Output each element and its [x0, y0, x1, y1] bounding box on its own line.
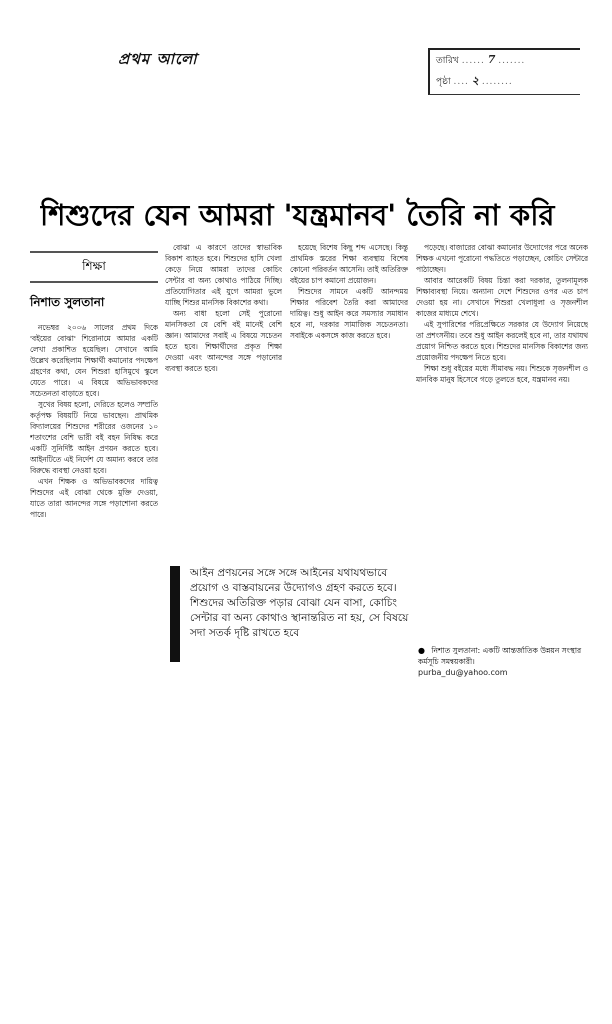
paragraph: পড়েছে। বাজারের বোঝা কমানোর উদ্যোগের পরে অনেক শিক্ষক এখনো পুরোনো পদ্ধতিতে পড়াচ্ছেন, কোচিং সেন্টারে পাঠাচ্ছেন।	[416, 243, 588, 274]
stamp-dots: .......	[498, 56, 526, 66]
date-stamp	[428, 48, 580, 95]
stamp-dots: ........	[481, 77, 513, 87]
stamp-page-value: ২	[471, 74, 479, 87]
paragraph: সুখের বিষয় হলো, দেরিতে হলেও সম্প্রতি কর্তৃপক্ষ বিষয়টি নিয়ে ভাবছেন। প্রাথমিক বিদ্যালয়ের শিশুদের শরীরের ওজনের ১০ শতাংশের বেশি ভারী বই বহন নিষিদ্ধ করে একটি সুনির্দিষ্ট আইন প্রণয়ন করতে হবে। আইনটিতে এই নির্দেশ যে অমান্য করবে তার বিরুদ্ধে ব্যবস্থা নেওয়া হবে।	[30, 400, 158, 475]
section-label-box	[30, 251, 158, 283]
stamp-dots: ....	[453, 77, 469, 87]
author-email[interactable]: purba_du@yahoo.com	[418, 668, 508, 677]
pull-quote-text: আইন প্রণয়নের সঙ্গে সঙ্গে আইনের যথাযথভাবে প্রয়োগ ও বাস্তবায়নের উদ্যোগও গ্রহণ করতে হবে। শিশুদের অতিরিক্ত পড়ার বোঝা যেন বাসা, কোচিং সেন্টার বা অন্য কোথাও স্থানান্তরিত না হয়, সে বিষয়ে সদা সতর্ক দৃষ্টি রাখতে হবে	[190, 567, 409, 639]
author-bio	[418, 645, 590, 678]
stamp-dots: ......	[461, 56, 485, 66]
pull-quote	[170, 566, 410, 678]
stamp-page-row	[436, 74, 513, 89]
paragraph: নভেম্বর ২০০৬ সালের প্রথম দিকে 'বইয়ের বোঝা' শিরোনামে আমার একটি লেখা প্রকাশিত হয়েছিল। সেখানে আমি উল্লেখ করেছিলাম শিক্ষার্থী কমানোর পদক্ষেপ গ্রহণের কথা, যেন শিশুরা হাসিমুখে স্কুলে যেতে পারে। এ বিষয়ে অভিভাবকদের সচেতনতা বাড়াতে হবে।	[30, 323, 158, 398]
paragraph: আবার আরেকটি বিষয় চিন্তা করা দরকার, তুলনামূলক শিক্ষাব্যবস্থা নিয়ে। অন্যান্য দেশে শিশুদের ওপর এত চাপ দেওয়া হয় না। সেখানে শিশুরা খেলাধুলা ও সৃজনশীল কাজের মাধ্যমে শেখে।	[416, 276, 588, 318]
author-bio-text: নিশাত সুলতানা: একটি আন্তর্জাতিক উন্নয়ন সংস্থার কর্মসূচি সমন্বয়কারী।	[418, 646, 582, 666]
paragraph: বোঝা এ কারণে তাদের স্বাভাবিক বিকাশ ব্যাহত হবে। শিশুদের হাসি খেলা কেড়ে নিয়ে আমরা তাদের কোচিং সেন্টার বা অন্য কোথাও পাঠিয়ে দিচ্ছি। প্রতিযোগিতার এই যুগে আমরা ভুলে যাচ্ছি শিশুর মানসিক বিকাশের কথা।	[165, 243, 282, 307]
article-column-4	[416, 242, 588, 616]
paragraph: শিশুদের সামনে একটি আনন্দময় শিক্ষার পরিবেশ তৈরি করা আমাদের দায়িত্ব। শুধু আইন করে সমস্যার সমাধান হবে না, দরকার সামাজিক সচেতনতা। সবাইকে একসঙ্গে কাজ করতে হবে।	[290, 287, 408, 340]
stamp-date-row	[436, 53, 525, 68]
article-column-1	[30, 322, 158, 663]
paragraph: শিক্ষা শুধু বইয়ের মধ্যে সীমাবদ্ধ নয়। শিশুকে সৃজনশীল ও মানবিক মানুষ হিসেবে গড়ে তুলতে হবে, যন্ত্রমানব নয়।	[416, 364, 588, 384]
article-column-2	[165, 242, 282, 550]
bullet-icon: ●	[418, 646, 425, 655]
paragraph: হয়েছে বিশেষ কিছু শব্দ এসেছে। কিন্তু প্রাথমিক স্তরের শিক্ষা ব্যবস্থায় বিশেষ কোনো পরিবর্তন আসেনি। তাই অতিরিক্ত বইয়ের চাপ কমানো প্রয়োজন।	[290, 243, 408, 285]
masthead-logo: প্রথম আলো	[118, 50, 198, 68]
author-byline: নিশাত সুলতানা	[30, 295, 105, 309]
paragraph: এই সুপারিশের পরিপ্রেক্ষিতে সরকার যে উদ্যোগ নিয়েছে তা প্রশংসনীয়। তবে শুধু আইন করলেই হবে না, তার যথাযথ প্রয়োগ নিশ্চিত করতে হবে। শিশুদের মানসিক বিকাশের জন্য প্রয়োজনীয় পদক্ষেপ নিতে হবে।	[416, 320, 588, 362]
stamp-page-label: পৃষ্ঠা	[436, 77, 451, 87]
paragraph: এখন শিক্ষক ও অভিভাবকদের দায়িত্ব শিশুদের এই বোঝা থেকে মুক্তি দেওয়া, যাতে তারা আনন্দের সঙ্গে পড়াশোনা করতে পারে।	[30, 477, 158, 519]
pull-quote-bar	[170, 566, 180, 662]
article-column-3	[290, 242, 408, 550]
section-label: শিক্ষা	[82, 259, 106, 273]
article-headline: শিশুদের যেন আমরা 'যন্ত্রমানব' তৈরি না করি	[40, 198, 555, 232]
paragraph: অন্য বাধা হলো সেই পুরোনো মানসিকতা যে বেশি বই মানেই বেশি জ্ঞান। আমাদের সবাই এ বিষয়ে সচেতন হতে হবে। শিক্ষার্থীদের প্রকৃত শিক্ষা দেওয়া এবং আনন্দের সঙ্গে পড়ানোর ব্যবস্থা করতে হবে।	[165, 309, 282, 373]
stamp-date-value: 7	[487, 53, 496, 66]
stamp-date-label: তারিখ	[436, 56, 459, 66]
